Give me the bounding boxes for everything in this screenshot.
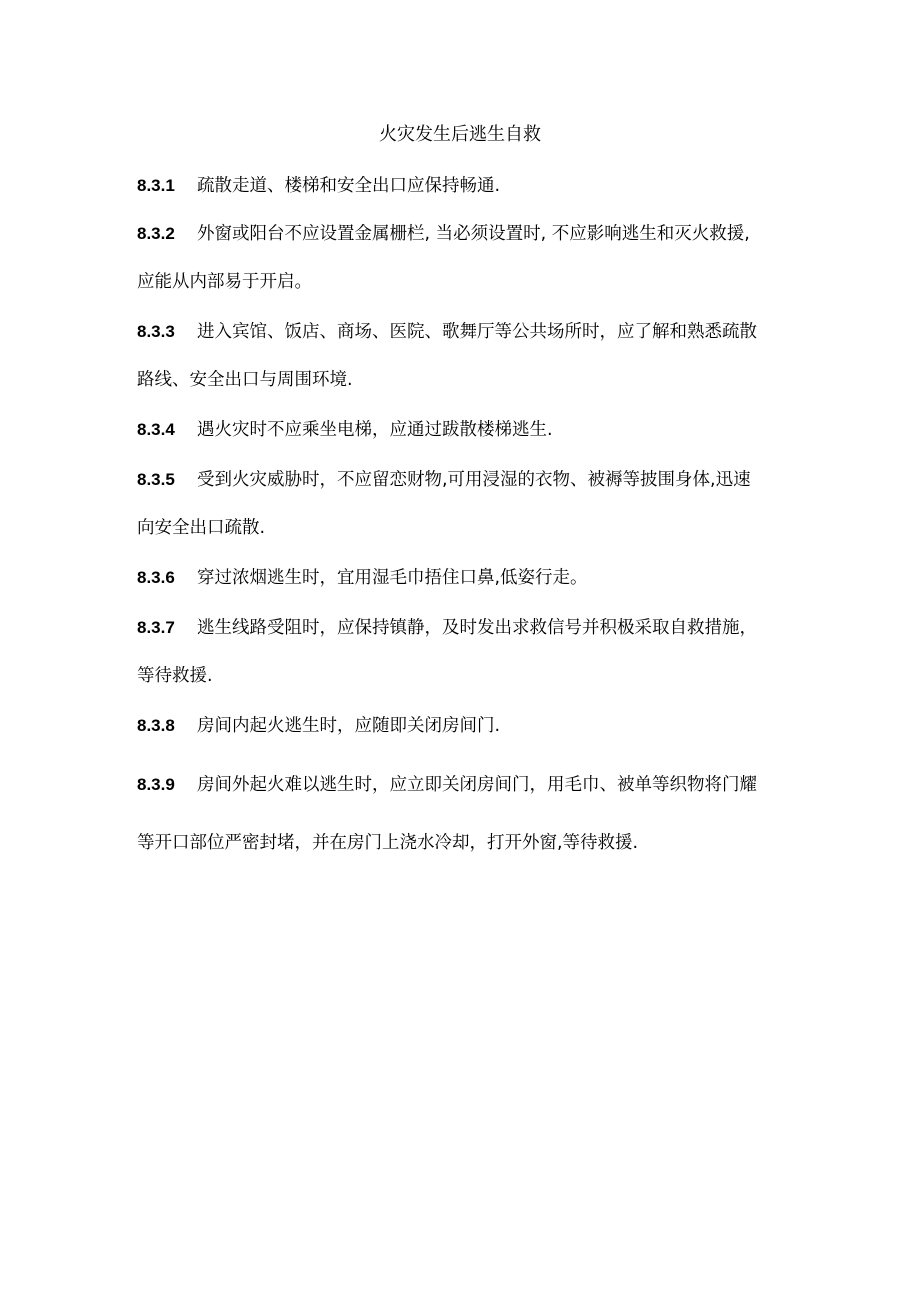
clause-continuation: 向安全出口疏散. [137, 518, 266, 538]
clause-text: 外窗或阳台不应设置金属栅栏, 当必须设置时, 不应影响逃生和灭火救援, [197, 224, 750, 244]
clause-number: 8.3.1 [137, 176, 175, 195]
clause-text: 进入宾馆、饭店、商场、医院、歌舞厅等公共场所时，应了解和熟悉疏散 [197, 322, 757, 342]
clause-text: 疏散走道、楼梯和安全出口应保持畅通. [197, 176, 501, 196]
clause-number: 8.3.6 [137, 568, 175, 587]
clause-8-3-2 [137, 209, 797, 307]
clause-number: 8.3.2 [137, 224, 175, 243]
clause-8-3-5 [137, 455, 797, 553]
clause-8-3-8 [137, 701, 797, 750]
clause-line [137, 755, 797, 814]
clause-line [137, 161, 797, 210]
clause-text: 逃生线路受阻时，应保持镇静，及时发出求救信号并积极采取自救措施， [197, 618, 757, 638]
clause-number: 8.3.5 [137, 470, 175, 489]
clause-8-3-7 [137, 603, 797, 701]
clause-line [137, 701, 797, 750]
clause-8-3-4 [137, 405, 797, 454]
clause-text: 遇火灾时不应乘坐电梯，应通过跋散楼梯逃生. [197, 420, 553, 440]
clause-8-3-1 [137, 161, 797, 210]
clause-number: 8.3.3 [137, 322, 175, 341]
document-title: 火灾发生后逃生自救 [379, 124, 541, 145]
clause-line [137, 307, 797, 356]
clause-line [137, 405, 797, 454]
clause-number: 8.3.9 [137, 775, 175, 794]
clause-number: 8.3.8 [137, 716, 175, 735]
clause-line [137, 603, 797, 652]
clause-continuation: 应能从内部易于开启。 [137, 272, 312, 292]
clause-continuation: 路线、安全出口与周围环境. [137, 370, 353, 390]
clause-line [137, 455, 797, 504]
clause-line [137, 209, 797, 258]
clause-text: 受到火灾威胁时，不应留恋财物,可用浸湿的衣物、被褥等披围身体,迅速 [197, 470, 751, 490]
clause-continuation: 等开口部位严密封堵，并在房门上浇水冷却，打开外窗,等待救援. [137, 833, 639, 853]
clause-8-3-6 [137, 553, 797, 602]
clause-number: 8.3.7 [137, 618, 175, 637]
clause-line [137, 553, 797, 602]
clause-text: 穿过浓烟逃生时，宜用湿毛巾捂住口鼻,低姿行走。 [197, 568, 588, 588]
clause-text: 房间内起火逃生时，应随即关闭房间门. [197, 716, 501, 736]
clause-text: 房间外起火难以逃生时，应立即关闭房间门，用毛巾、被单等织物将门耀 [197, 775, 757, 795]
clause-8-3-9 [137, 755, 797, 873]
clause-8-3-3 [137, 307, 797, 405]
clause-number: 8.3.4 [137, 420, 175, 439]
clause-continuation: 等待救援. [137, 666, 213, 686]
